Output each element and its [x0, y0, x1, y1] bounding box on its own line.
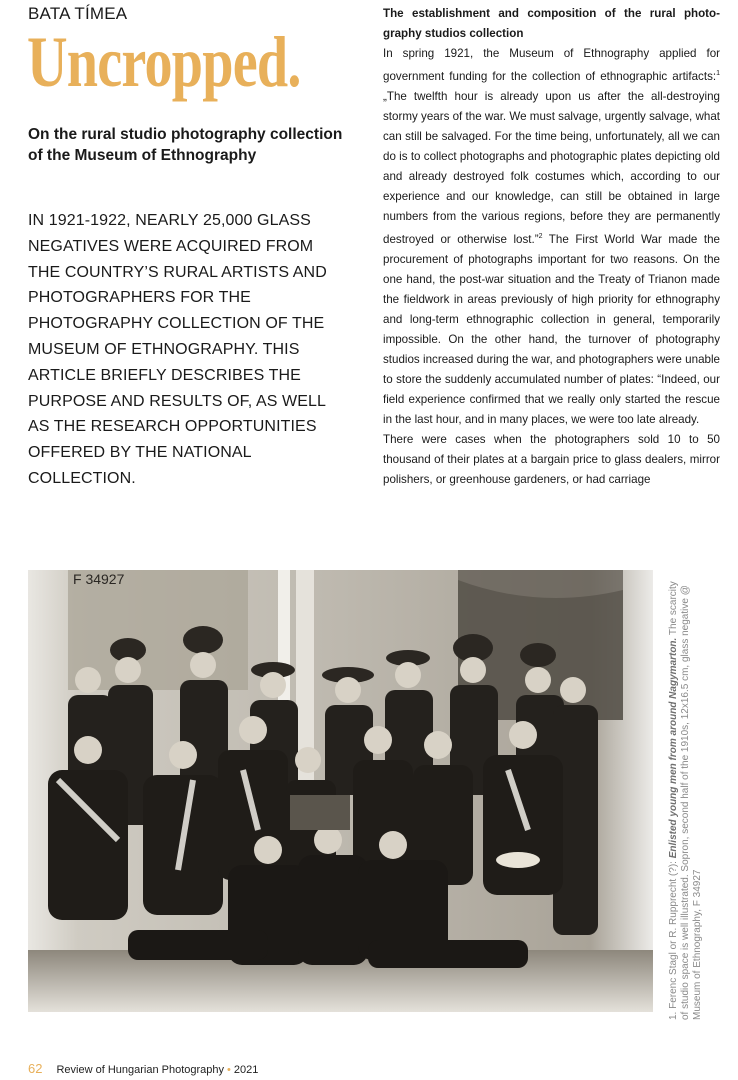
section-heading: The establishment and composition of the rural photo-graphy studios collection [383, 7, 720, 40]
author-name: BATA TÍMEA [28, 4, 128, 23]
body-text: In spring 1921, the Museum of Ethnography applied for government funding for the collection of ethnographic artifacts: [383, 47, 720, 83]
separator-dot-icon: • [227, 1064, 231, 1076]
figure-caption-container [668, 580, 728, 1020]
caption-title: Enlisted young men from around Nagymarton. [668, 637, 679, 859]
body-text-column [383, 4, 720, 490]
body-paragraph-2: There were cases when the photographers sold 10 to 50 thousand of their plates at a bargain price to glass dealers, mirror polishers, or greenhouse gardeners, or had carriage [383, 432, 720, 486]
page-footer [28, 1061, 258, 1076]
historical-photograph [28, 570, 653, 1012]
body-text: „The twelfth hour is already upon us after the all-destroying stormy years of the war. We must salvage, urgently salvage, what can still be salvaged. For the time being, unfortunately, all we can do is to collect photographs and photographic plates depicting old and already destroyed folk costumes which, according to our experience and our knowledge, can still be obtained in large numbers from the various regions, before they are permanently destroyed or otherwise lost.” [383, 89, 720, 246]
article-title: Uncropped. [27, 22, 301, 102]
group-portrait-image [28, 570, 653, 1012]
page-number: 62 [28, 1061, 43, 1076]
journal-name: Review of Hungarian Photography [56, 1064, 225, 1076]
footnote-ref[interactable]: 1 [716, 70, 720, 77]
body-text: The First World War made the procurement of photographs important for two reasons. On the one hand, the post-war situation and the Treaty of Trianon made the fieldwork in areas previously of high priority for ethnography and long-term ethnographic collection in general, temporarily impossible. On the other hand, the turnover of photography studios increased during the war, and photographers were unable to store the suddenly accumulated number of plates: “Indeed, our field experience confirmed that we really only started the rescue in the last hour, and in many places, we were too late already. [383, 232, 720, 426]
body-paragraph-1 [383, 44, 720, 430]
plate-number-label: F 34927 [73, 571, 125, 587]
caption-prefix: 1. Ferenc Stagl or R. Rupprecht (?): [668, 858, 679, 1020]
article-subtitle: On the rural studio photography collection of the Museum of Ethnography [28, 126, 343, 164]
figure-caption [668, 580, 728, 1020]
footnote-ref[interactable]: 2 [538, 232, 543, 240]
caption-rest: The scarcity of studio space is well illustrated. Sopron, second half of the 1910s, 12x16.5 cm, glass negative @ Museum of Ethnography, F 34927 [668, 581, 703, 1020]
journal-year: 2021 [233, 1064, 259, 1076]
article-abstract: IN 1921-1922, NEARLY 25,000 GLASS NEGATIVES WERE ACQUIRED FROM THE COUNTRY’S RURAL ARTISTS AND PHOTOGRAPHERS FOR THE PHOTOGRAPHY COLLECTION OF THE MUSEUM OF ETHNOGRAPHY. THIS ARTICLE BRIEFLY DESCRIBES THE PURPOSE AND RESULTS OF, AS WELL AS THE RESEARCH OPPORTUNITIES OFFERED BY THE NATIONAL COLLECTION. [28, 212, 327, 487]
